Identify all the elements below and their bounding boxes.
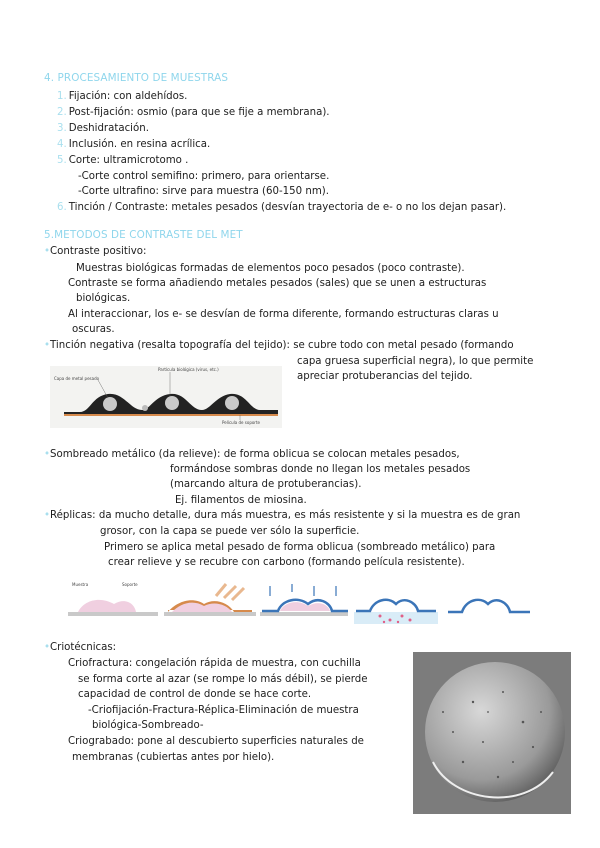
list-item: [57, 122, 149, 135]
list-text: Inclusión. en resina acrílica.: [68, 139, 211, 150]
figure-label: Capa de metal pesado: [54, 376, 100, 381]
bullet: •: [44, 449, 51, 460]
contraste-positivo-title: [44, 245, 146, 258]
freeze-fracture-micrograph: [413, 652, 571, 814]
paragraph-line: Contraste se forma añadiendo metales pesados (sales) que se unen a estructuras: [68, 278, 487, 289]
criotecnicas-title: [44, 641, 116, 654]
list-text: Tinción / Contraste: metales pesados (desvían trayectoria de e- o no los dejan pasar).: [68, 202, 507, 213]
bullet-text: Contraste positivo:: [50, 246, 147, 257]
paragraph-line: crear relieve y se recubre con carbono (formando película resistente).: [108, 557, 465, 568]
paragraph-line: oscuras.: [72, 324, 115, 335]
paragraph-line: grosor, con la capa se puede ver sólo la superficie.: [100, 526, 360, 537]
list-text: Fijación: con aldehídos.: [68, 91, 188, 102]
bullet-text: Criotécnicas:: [50, 642, 117, 653]
list-number: 1.: [57, 91, 67, 102]
list-number: 4.: [57, 139, 67, 150]
list-number: 6.: [57, 202, 67, 213]
paragraph-line: biológica-Sombreado-: [92, 720, 204, 731]
paragraph-line: Muestras biológicas formadas de elementos poco pesados (poco contraste).: [76, 263, 465, 274]
paragraph-line: Ej. filamentos de miosina.: [175, 495, 307, 506]
list-item: [57, 201, 506, 214]
list-text: Deshidratación.: [68, 123, 149, 134]
list-number: 3.: [57, 123, 67, 134]
list-item: [57, 90, 187, 103]
section-4-heading: 4. PROCESAMIENTO DE MUESTRAS: [44, 72, 229, 84]
paragraph-line: membranas (cubiertas antes por hielo).: [72, 752, 275, 763]
paragraph-line: -Criofijación-Fractura-Réplica-Eliminación de muestra: [88, 705, 359, 716]
tincion-negativa-line: [44, 339, 514, 352]
paragraph-line: se forma corte al azar (se rompe lo más débil), se pierde: [78, 674, 368, 685]
list-item: [57, 106, 330, 119]
paragraph-line: Al interaccionar, los e- se desvían de forma diferente, formando estructuras claras u: [68, 309, 499, 320]
list-subitem: -Corte control semifino: primero, para orientarse.: [78, 171, 330, 182]
sombreado-line: [44, 448, 460, 461]
section-5-heading: 5.METODOS DE CONTRASTE DEL MET: [44, 229, 243, 241]
list-item: [57, 154, 188, 167]
list-subitem: -Corte ultrafino: sirve para muestra (60-150 nm).: [78, 186, 329, 197]
figure-label: Película de soporte: [222, 420, 260, 425]
figure-label: Partícula biológica (virus, etc.): [158, 367, 219, 372]
list-number: 2.: [57, 107, 67, 118]
bullet-text: Sombreado metálico (da relieve): de forma oblicua se colocan metales pesados,: [50, 449, 460, 460]
paragraph-line: biológicas.: [76, 293, 131, 304]
bullet-text: Tinción negativa (resalta topografía del tejido): se cubre todo con metal pesado (formando: [50, 340, 514, 351]
paragraph-line: Criograbado: pone al descubierto superficies naturales de: [68, 736, 364, 747]
figure-label: Muestra: [72, 582, 89, 587]
bullet: •: [44, 246, 51, 257]
paragraph-line: apreciar protuberancias del tejido.: [297, 371, 473, 382]
paragraph-line: formándose sombras donde no llegan los metales pesados: [170, 464, 471, 475]
bullet: •: [44, 340, 51, 351]
paragraph-line: Criofractura: congelación rápida de muestra, con cuchilla: [68, 658, 361, 669]
bullet: •: [44, 510, 51, 521]
bullet: •: [44, 642, 51, 653]
paragraph-line: capacidad de control de donde se hace corte.: [78, 689, 312, 700]
negative-staining-figure: [50, 366, 282, 428]
figure-label: Soporte: [122, 582, 138, 587]
paragraph-line: (marcando altura de protuberancias).: [170, 479, 362, 490]
paragraph-line: Primero se aplica metal pesado de forma oblicua (sombreado metálico) para: [104, 542, 496, 553]
replica-process-figure: [64, 578, 536, 626]
list-number: 5.: [57, 155, 67, 166]
list-text: Post-fijación: osmio (para que se fije a membrana).: [68, 107, 330, 118]
micrograph-image: [413, 652, 571, 814]
list-text: Corte: ultramicrotomo .: [68, 155, 189, 166]
bullet-text: Réplicas: da mucho detalle, dura más muestra, es más resistente y si la muestra es de gran: [50, 510, 521, 521]
replicas-line: [44, 509, 520, 522]
list-item: [57, 138, 210, 151]
paragraph-line: capa gruesa superficial negra), lo que permite: [297, 356, 534, 367]
